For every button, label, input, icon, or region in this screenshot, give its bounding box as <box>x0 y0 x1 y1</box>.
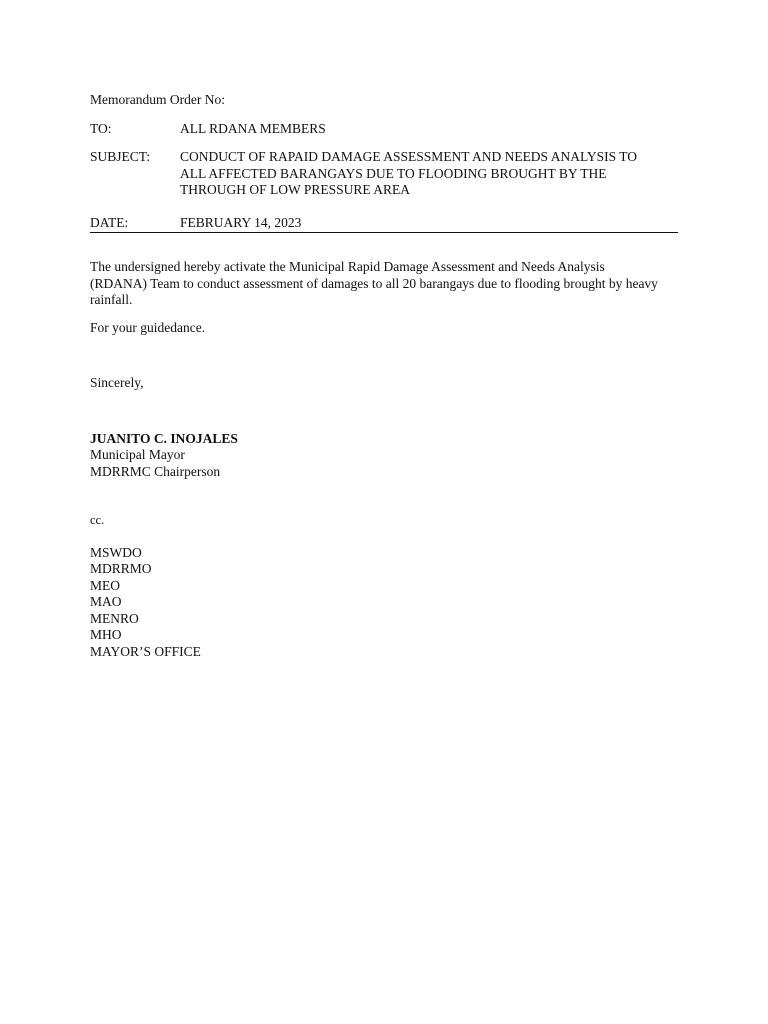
cc-recipient: MENRO <box>90 610 139 626</box>
date-value: FEBRUARY 14, 2023 <box>180 214 302 230</box>
to-value: ALL RDANA MEMBERS <box>180 120 326 136</box>
cc-recipient: MEO <box>90 577 120 593</box>
signatory-role: MDRRMC Chairperson <box>90 463 221 479</box>
closing-note: For your guidedance. <box>90 319 206 335</box>
body-paragraph <box>90 259 678 309</box>
subject-row <box>90 149 678 199</box>
paragraph-line: (RDANA) Team to conduct assessment of damages to all 20 barangays due to flooding brought by heavy <box>90 275 658 291</box>
subject-label: SUBJECT: <box>90 149 151 164</box>
cc-recipient-list <box>90 545 678 661</box>
date-row <box>90 215 678 234</box>
cc-recipient: MSWDO <box>90 544 142 560</box>
paragraph-line: rainfall. <box>90 292 133 307</box>
subject-line: CONDUCT OF RAPAID DAMAGE ASSESSMENT AND NEEDS ANALYSIS TO <box>180 149 637 164</box>
subject-line: ALL AFFECTED BARANGAYS DUE TO FLOODING BROUGHT BY THE <box>180 165 607 181</box>
cc-recipient: MAYOR’S OFFICE <box>90 643 201 659</box>
subject-value <box>180 149 678 199</box>
memorandum-document <box>90 92 678 660</box>
to-row <box>90 121 678 138</box>
date-label: DATE: <box>90 214 129 230</box>
paragraph-line: The undersigned hereby activate the Municipal Rapid Damage Assessment and Needs Analysis <box>90 259 605 274</box>
cc-recipient: MDRRMO <box>90 561 152 576</box>
signatory-title: Municipal Mayor <box>90 447 185 462</box>
signature-block <box>90 431 678 481</box>
subject-line: THROUGH OF LOW PRESSURE AREA <box>180 182 411 197</box>
memo-order-number: Memorandum Order No: <box>90 92 225 107</box>
cc-recipient: MAO <box>90 594 122 609</box>
to-label: TO: <box>90 120 112 136</box>
signatory-name: JUANITO C. INOJALES <box>90 430 238 446</box>
salutation: Sincerely, <box>90 375 144 390</box>
cc-label: cc. <box>90 513 105 527</box>
cc-recipient: MHO <box>90 627 122 642</box>
